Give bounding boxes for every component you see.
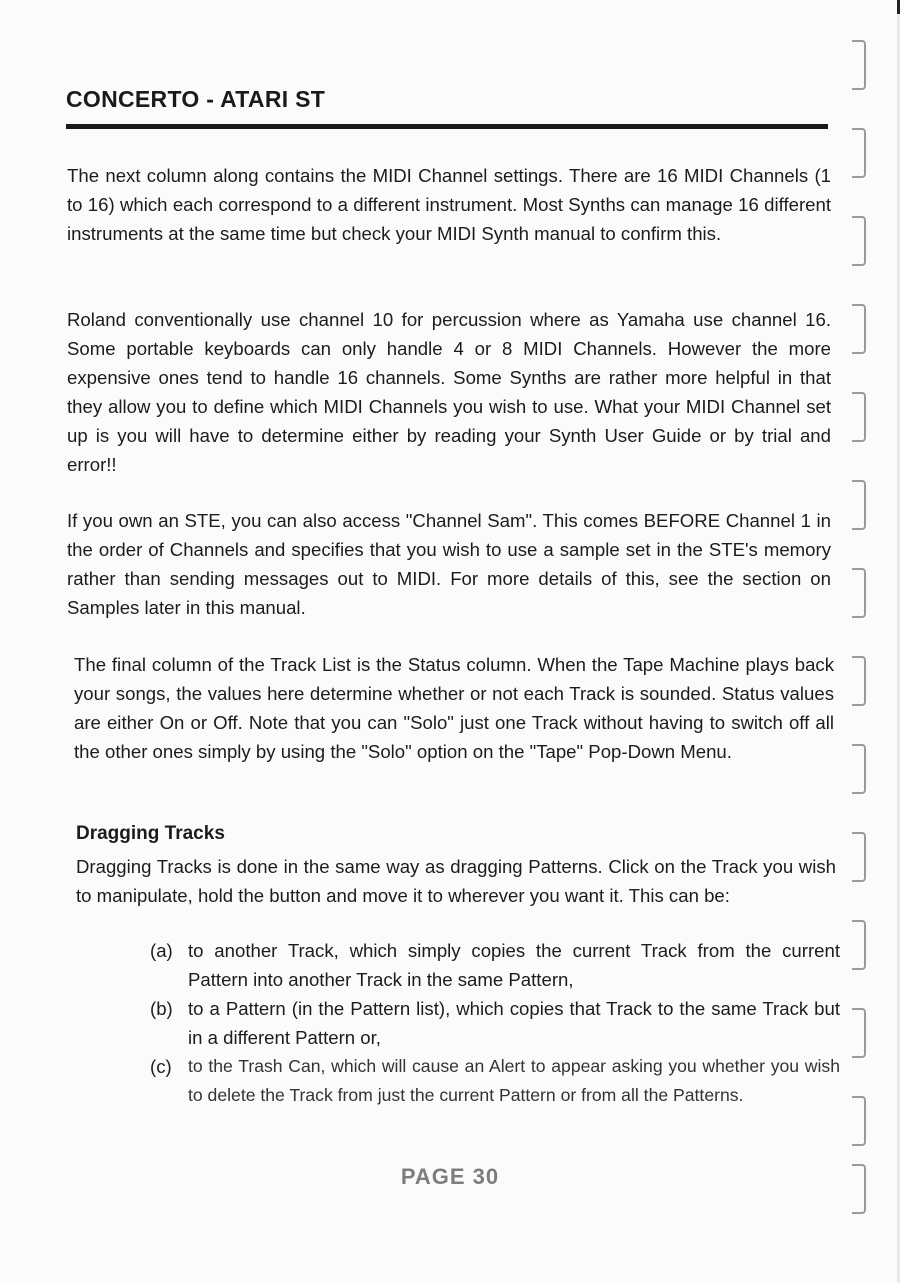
- drag-options-list: [150, 936, 840, 1110]
- section-heading-dragging-tracks: Dragging Tracks: [76, 823, 225, 844]
- list-item-text: to a Pattern (in the Pattern list), which copies that Track to the same Track but in a different Pattern or,: [188, 998, 840, 1048]
- binder-ring-holes: [852, 40, 874, 1220]
- paragraph-midi-channels: The next column along contains the MIDI Channel settings. There are 16 MIDI Channels (1 to 16) which each correspond to a different instrument. Most Synths can manage 16 different instruments at the same time but check your MIDI Synth manual to confirm this.: [67, 165, 831, 244]
- ring-hole: [852, 40, 866, 90]
- list-item-text: to another Track, which simply copies the current Track from the current Pattern into another Track in the same Pattern,: [188, 940, 840, 990]
- ring-hole: [852, 744, 866, 794]
- ring-hole: [852, 128, 866, 178]
- paragraph-status-column: The final column of the Track List is the Status column. When the Tape Machine plays back your songs, the values here determine whether or not each Track is sounded. Status values are either On or Off. Note that you can "Solo" just one Track without having to switch off all the other ones simply by using the "Solo" option on the "Tape" Pop-Down Menu.: [74, 654, 834, 762]
- ring-hole: [852, 1096, 866, 1146]
- ring-hole: [852, 1008, 866, 1058]
- page-number: PAGE 30: [400, 1164, 500, 1189]
- ring-hole: [852, 480, 866, 530]
- ring-hole: [852, 1164, 866, 1214]
- list-item-text: to the Trash Can, which will cause an Alert to appear asking you whether you wish to delete the Track from just the current Pattern or from all the Patterns.: [188, 1056, 840, 1105]
- list-marker: (a): [150, 940, 173, 961]
- ring-hole: [852, 392, 866, 442]
- paragraph-channel-conventions: Roland conventionally use channel 10 for percussion where as Yamaha use channel 16. Some portable keyboards can only handle 4 or 8 MIDI Channels. However the more expensive ones tend to handle 16 channels. Some Synths are rather more helpful in that they allow you to define which MIDI Channels you wish to use. What your MIDI Channel set up is you will have to determine either by reading your Synth User Guide or by trial and error!!: [67, 309, 831, 475]
- header-rule: [66, 124, 828, 129]
- list-item: [150, 936, 840, 994]
- paragraph-channel-sam: If you own an STE, you can also access "Channel Sam". This comes BEFORE Channel 1 in the order of Channels and specifies that you wish to use a sample set in the STE's memory rather than sending messages out to MIDI. For more details of this, see the section on Samples later in this manual.: [67, 510, 831, 618]
- paragraph-dragging-tracks: Dragging Tracks is done in the same way as dragging Patterns. Click on the Track you wish to manipulate, hold the button and move it to wherever you want it. This can be:: [76, 856, 836, 906]
- ring-hole: [852, 920, 866, 970]
- ring-hole: [852, 656, 866, 706]
- list-marker: (c): [150, 1056, 172, 1077]
- list-item: [150, 994, 840, 1052]
- ring-hole: [852, 304, 866, 354]
- list-marker: (b): [150, 998, 173, 1019]
- ring-hole: [852, 832, 866, 882]
- header-title: CONCERTO - ATARI ST: [66, 86, 326, 112]
- list-item: [150, 1052, 840, 1110]
- ring-hole: [852, 568, 866, 618]
- ring-hole: [852, 216, 866, 266]
